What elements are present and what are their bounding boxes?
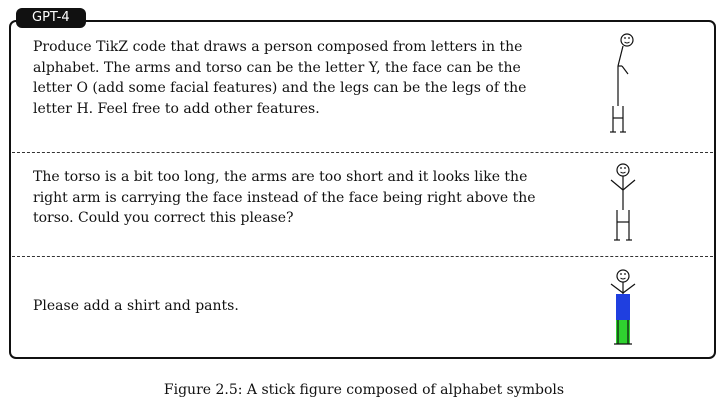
stick-figure-corrected <box>603 160 643 252</box>
gpt4-badge: GPT-4 <box>16 8 86 28</box>
prompt-1: Produce TikZ code that draws a person composed from letters in the alphabet. The arms and torso can be the letter Y, the face can be the letter O (add some facial features) and the legs can be the legs of the letter H. Feel free to add other features. <box>33 39 527 117</box>
stick-figure-clothed <box>603 266 643 352</box>
prompt-3: Please add a shirt and pants. <box>33 298 239 314</box>
separator-2 <box>12 256 713 257</box>
separator-1 <box>12 152 713 153</box>
conversation-box <box>9 20 716 359</box>
prompt-2: The torso is a bit too long, the arms are too short and it looks like the right arm is carrying the face instead of the face being right above the torso. Could you correct this please? <box>33 169 536 226</box>
shirt <box>616 294 630 320</box>
figure-caption: Figure 2.5: A stick figure composed of alphabet symbols <box>163 382 565 398</box>
stick-figure-letters <box>603 30 643 142</box>
